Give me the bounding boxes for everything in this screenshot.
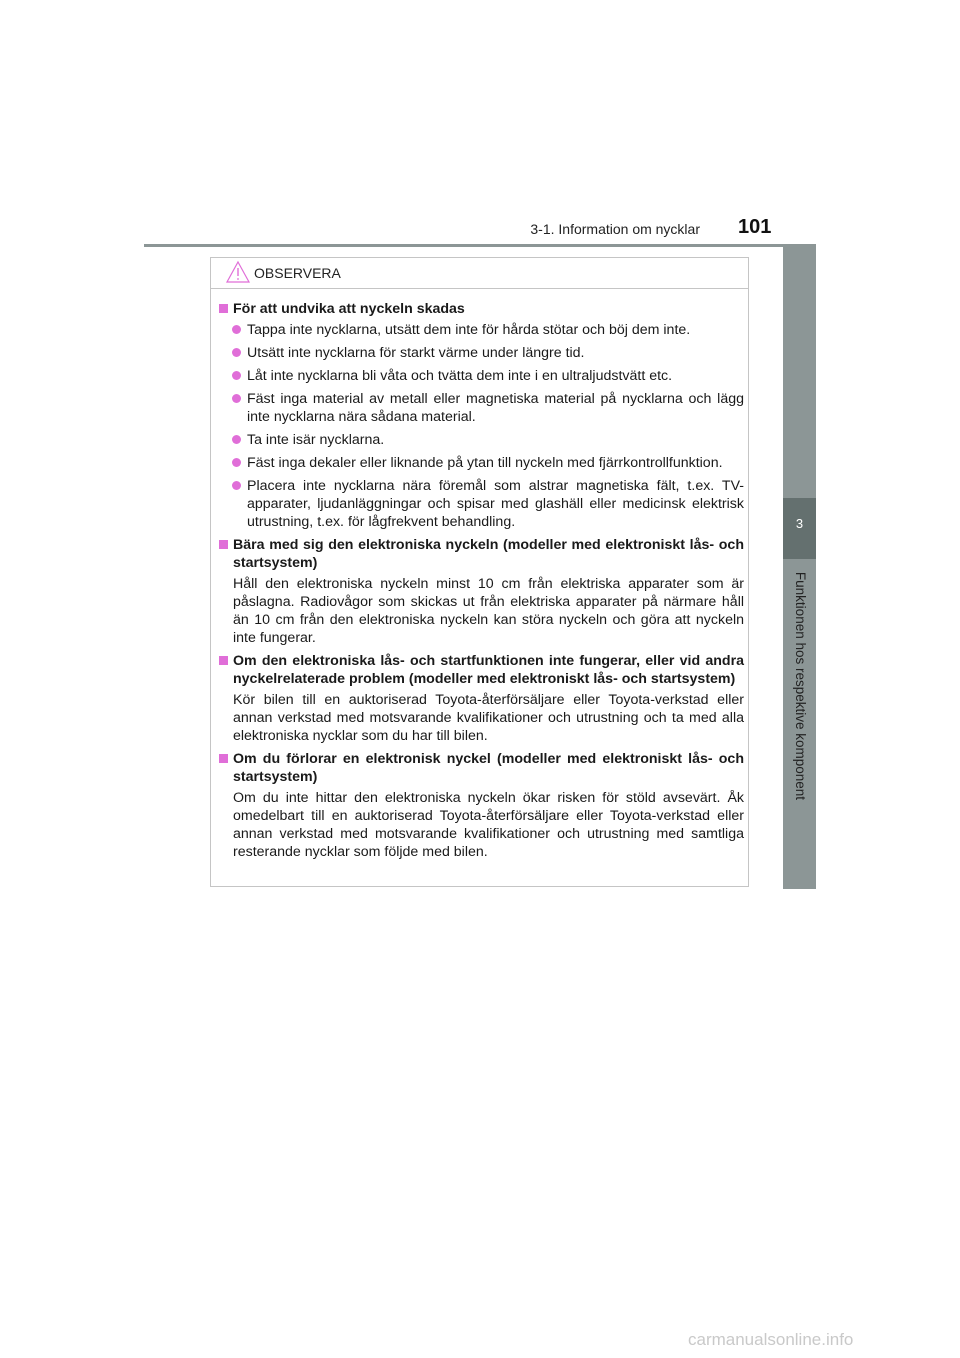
section-heading-text: Bära med sig den elektroniska nyckeln (modeller med elektroniskt lås- och startsystem)	[233, 537, 744, 571]
dot-bullet-icon	[232, 458, 241, 467]
list-item	[216, 477, 744, 531]
list-item-text: Utsätt inte nycklarna för starkt värme under längre tid.	[247, 345, 585, 361]
chapter-number-tab: 3	[783, 498, 816, 559]
list-item-text: Fäst inga dekaler eller liknande på ytan till nyckeln med fjärrkontrollfunktion.	[247, 455, 723, 471]
page-number: 101	[738, 216, 772, 238]
list-item-text: Placera inte nycklarna nära föremål som alstrar magnetiska fält, t.ex. TV-apparater, ljudanläggningar och spisar med glashäll eller medicinsk elektrisk utrustning, t.ex. för lågfrekvent behandling.	[247, 478, 744, 530]
watermark: carmanualsonline.info	[688, 1330, 854, 1349]
header-rule	[144, 244, 816, 247]
side-tab-top	[783, 247, 816, 498]
notice-section	[216, 652, 744, 745]
square-bullet-icon	[219, 304, 228, 313]
list-item-text: Tappa inte nycklarna, utsätt dem inte för hårda stötar och böj dem inte.	[247, 322, 691, 338]
section-heading	[216, 652, 744, 688]
list-item-text: Fäst inga material av metall eller magnetiska material på nycklarna och lägg inte nycklarna nära sådana material.	[247, 391, 744, 425]
section-heading-text: Om du förlorar en elektronisk nyckel (modeller med elektroniskt lås- och startsystem)	[233, 751, 744, 785]
section-paragraph: Kör bilen till en auktoriserad Toyota-återförsäljare eller Toyota-verkstad eller annan verkstad med motsvarande kvalifikationer och utrustning och ta med alla elektroniska nycklar som du har till bilen.	[233, 692, 744, 744]
list-item-text: Ta inte isär nycklarna.	[247, 432, 385, 448]
section-heading-text: För att undvika att nyckeln skadas	[233, 301, 465, 317]
list-item	[216, 454, 744, 472]
square-bullet-icon	[219, 540, 228, 549]
section-heading	[216, 536, 744, 572]
dot-bullet-icon	[232, 348, 241, 357]
notice-box	[210, 257, 749, 887]
square-bullet-icon	[219, 754, 228, 763]
dot-bullet-icon	[232, 371, 241, 380]
header-section-title: 3-1. Information om nycklar	[530, 221, 700, 237]
notice-section	[216, 750, 744, 861]
notice-section	[216, 300, 744, 531]
chapter-title: Funktionen hos respektive komponent	[793, 571, 808, 801]
list-item-text: Låt inte nycklarna bli våta och tvätta dem inte i en ultraljudstvätt etc.	[247, 368, 673, 384]
dot-bullet-icon	[232, 435, 241, 444]
dot-bullet-icon	[232, 481, 241, 490]
dot-bullet-icon	[232, 394, 241, 403]
list-item	[216, 367, 744, 385]
section-paragraph: Om du inte hittar den elektroniska nyckeln ökar risken för stöld avsevärt. Åk omedelbart till en auktoriserad Toyota-återförsäljare eller Toyota-verkstad eller annan verkstad med motsvarande kvalifikationer och utrustning med samtliga resterande nycklar som följde med bilen.	[233, 790, 744, 860]
list-item	[216, 390, 744, 426]
list-item	[216, 321, 744, 339]
square-bullet-icon	[219, 656, 228, 665]
section-paragraph: Håll den elektroniska nyckeln minst 10 cm från elektriska apparater som är påslagna. Radiovågor som skickas ut från elektriska apparater på närmare håll än 10 cm från den elektroniska nyckeln kan störa nyckeln och göra att nyckeln inte fungerar.	[233, 576, 744, 646]
list-item	[216, 431, 744, 449]
notice-section	[216, 536, 744, 647]
dot-bullet-icon	[232, 325, 241, 334]
section-heading-text: Om den elektroniska lås- och startfunktionen inte fungerar, eller vid andra nyckelrelaterade problem (modeller med elektroniskt lås- och startsystem)	[233, 653, 744, 687]
section-heading	[216, 300, 744, 318]
notice-title: OBSERVERA	[254, 265, 341, 281]
list-item	[216, 344, 744, 362]
section-heading	[216, 750, 744, 786]
notice-header	[211, 258, 748, 289]
warning-triangle-icon	[225, 260, 251, 284]
notice-body	[216, 300, 744, 866]
